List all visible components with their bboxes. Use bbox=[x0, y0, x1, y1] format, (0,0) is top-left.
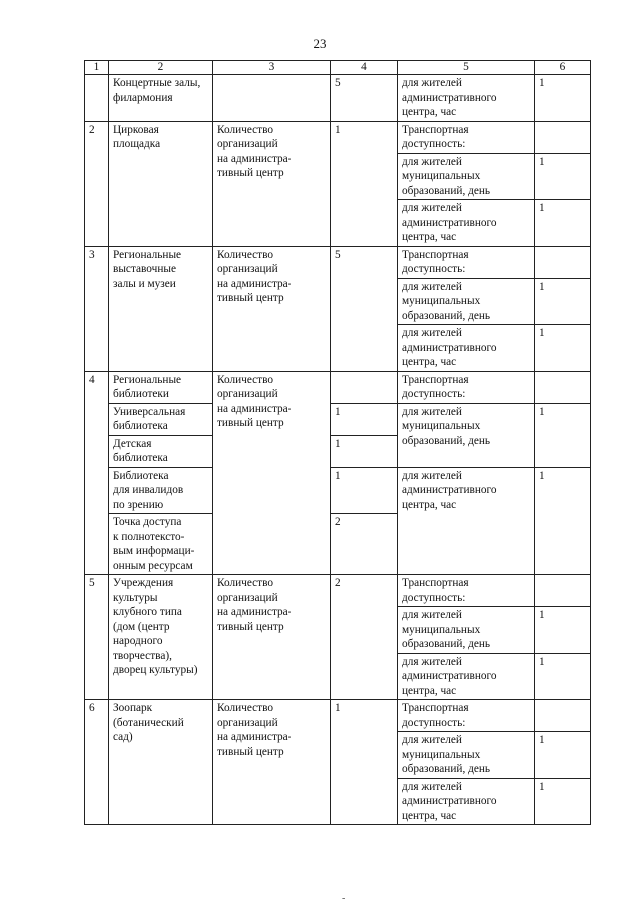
accessibility-value-cell: 1 bbox=[535, 653, 591, 700]
table-row bbox=[85, 467, 591, 514]
accessibility-cell: для жителей административного центра, час bbox=[398, 653, 535, 700]
accessibility-value-cell: 1 bbox=[535, 403, 591, 467]
facility-name-cell: Региональные выставочные залы и музеи bbox=[109, 246, 213, 371]
indicator-cell bbox=[213, 75, 331, 122]
accessibility-value-cell: 1 bbox=[535, 200, 591, 247]
accessibility-cell: для жителей административного центра, час bbox=[398, 325, 535, 372]
row-number-cell: 4 bbox=[85, 371, 109, 575]
indicator-cell: Количество организаций на администра- тивный центр bbox=[213, 575, 331, 700]
norm-value-cell bbox=[331, 371, 398, 403]
row-number-cell: 6 bbox=[85, 700, 109, 825]
table-row bbox=[85, 75, 591, 122]
accessibility-cell: для жителей административного центра, час bbox=[398, 75, 535, 122]
header-col-4: 4 bbox=[331, 61, 398, 75]
accessibility-value-cell bbox=[535, 371, 591, 403]
table-row bbox=[85, 121, 591, 153]
table-row bbox=[85, 246, 591, 278]
accessibility-cell: для жителей муниципальных образований, день bbox=[398, 732, 535, 779]
accessibility-cell: для жителей муниципальных образований, день bbox=[398, 153, 535, 200]
header-col-6: 6 bbox=[535, 61, 591, 75]
page-number: 23 bbox=[313, 36, 327, 51]
norm-value-cell: 5 bbox=[331, 246, 398, 371]
row-number-cell bbox=[85, 75, 109, 122]
accessibility-cell: для жителей административного центра, час bbox=[398, 200, 535, 247]
accessibility-value-cell bbox=[535, 121, 591, 153]
header-col-5: 5 bbox=[398, 61, 535, 75]
accessibility-value-cell bbox=[535, 700, 591, 732]
norm-value-cell: 1 bbox=[331, 435, 398, 467]
table-row bbox=[85, 575, 591, 607]
header-col-3: 3 bbox=[213, 61, 331, 75]
header-col-1: 1 bbox=[85, 61, 109, 75]
indicator-cell: Количество организаций на администра- тивный центр bbox=[213, 371, 331, 575]
norm-value-cell: 2 bbox=[331, 575, 398, 700]
accessibility-cell: для жителей административного центра, час bbox=[398, 467, 535, 575]
indicator-cell: Количество организаций на администра- тивный центр bbox=[213, 700, 331, 825]
row-number-cell: 2 bbox=[85, 121, 109, 246]
facility-name-cell: Точка доступа к полнотексто- вым информаци- онным ресурсам bbox=[109, 514, 213, 575]
accessibility-value-cell: 1 bbox=[535, 153, 591, 200]
row-number-cell: 3 bbox=[85, 246, 109, 371]
accessibility-cell: для жителей административного центра, час bbox=[398, 778, 535, 825]
table-row bbox=[85, 371, 591, 403]
table-row bbox=[85, 700, 591, 732]
facility-name-cell: Учреждения культуры клубного типа (дом (центр народного творчества), дворец культуры) bbox=[109, 575, 213, 700]
norm-value-cell: 1 bbox=[331, 467, 398, 514]
accessibility-cell: Транспортная доступность: bbox=[398, 371, 535, 403]
accessibility-cell: Транспортная доступность: bbox=[398, 246, 535, 278]
accessibility-cell: для жителей муниципальных образований, день bbox=[398, 278, 535, 325]
facility-name-cell: Детская библиотека bbox=[109, 435, 213, 467]
norm-value-cell: 1 bbox=[331, 700, 398, 825]
facility-name-cell: Библиотека для инвалидов по зрению bbox=[109, 467, 213, 514]
accessibility-value-cell: 1 bbox=[535, 75, 591, 122]
accessibility-value-cell: 1 bbox=[535, 778, 591, 825]
accessibility-cell: Транспортная доступность: bbox=[398, 121, 535, 153]
accessibility-value-cell: 1 bbox=[535, 607, 591, 654]
header-col-2: 2 bbox=[109, 61, 213, 75]
facility-name-cell: Универсальная библиотека bbox=[109, 403, 213, 435]
facility-name-cell: Региональные библиотеки bbox=[109, 371, 213, 403]
accessibility-cell: Транспортная доступность: bbox=[398, 700, 535, 732]
facility-name-cell: Цирковая площадка bbox=[109, 121, 213, 246]
row-number-cell: 5 bbox=[85, 575, 109, 700]
standards-table bbox=[84, 60, 591, 825]
indicator-cell: Количество организаций на администра- тивный центр bbox=[213, 121, 331, 246]
scan-mark: - bbox=[342, 893, 346, 904]
facility-name-cell: Концертные залы, филармония bbox=[109, 75, 213, 122]
norm-value-cell: 5 bbox=[331, 75, 398, 122]
indicator-cell: Количество организаций на администра- тивный центр bbox=[213, 246, 331, 371]
accessibility-value-cell bbox=[535, 246, 591, 278]
accessibility-value-cell bbox=[535, 575, 591, 607]
table-header-row bbox=[85, 61, 591, 75]
norm-value-cell: 1 bbox=[331, 403, 398, 435]
accessibility-value-cell: 1 bbox=[535, 732, 591, 779]
accessibility-cell: для жителей муниципальных образований, день bbox=[398, 607, 535, 654]
accessibility-value-cell: 1 bbox=[535, 325, 591, 372]
accessibility-cell: для жителей муниципальных образований, день bbox=[398, 403, 535, 467]
table-row bbox=[85, 403, 591, 435]
norm-value-cell: 1 bbox=[331, 121, 398, 246]
accessibility-value-cell: 1 bbox=[535, 278, 591, 325]
accessibility-cell: Транспортная доступность: bbox=[398, 575, 535, 607]
accessibility-value-cell: 1 bbox=[535, 467, 591, 575]
norm-value-cell: 2 bbox=[331, 514, 398, 575]
facility-name-cell: Зоопарк (ботанический сад) bbox=[109, 700, 213, 825]
